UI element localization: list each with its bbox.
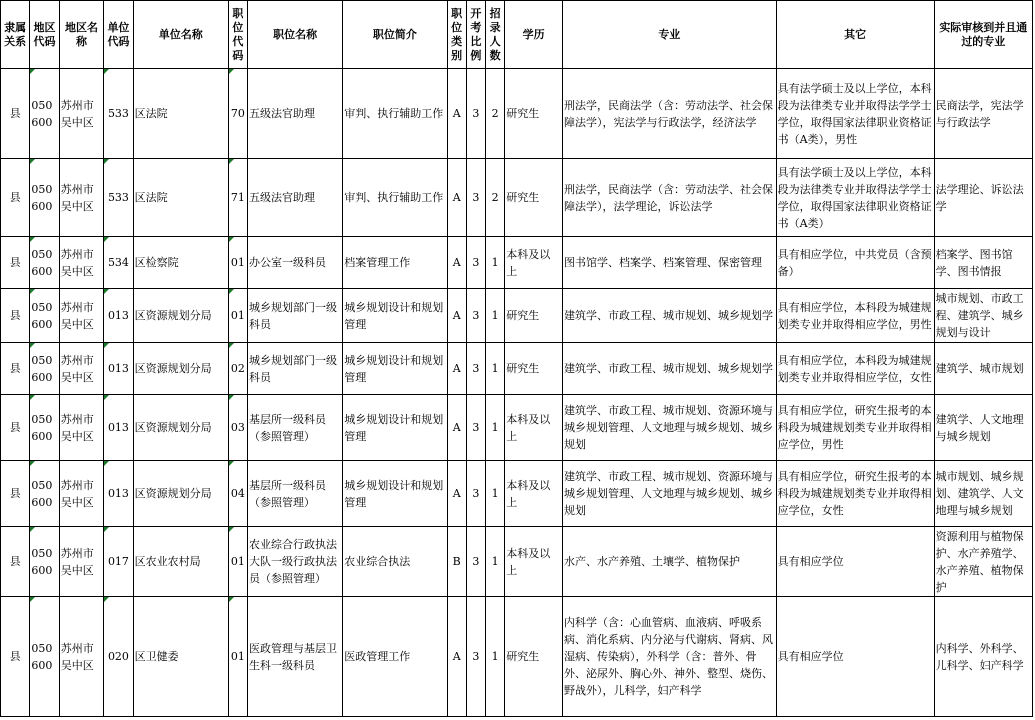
cell-relation: 县	[1, 69, 30, 159]
cell-area-code: 050600	[30, 237, 59, 289]
header-cell: 单位代码	[104, 1, 133, 69]
header-cell: 其它	[776, 1, 934, 69]
cell-education: 本科及以上	[505, 527, 563, 597]
cell-major: 建筑学、市政工程、城市规划、资源环境与城乡规划管理、人文地理与城乡规划、城乡规划	[562, 395, 776, 461]
cell-unit-code: 013	[104, 461, 133, 527]
cell-unit-code: 013	[104, 395, 133, 461]
cell-major: 刑法学，民商法学（含：劳动法学、社会保障法学），法学理论，诉讼法学	[562, 159, 776, 237]
cell-unit-code: 017	[104, 527, 133, 597]
header-cell: 学历	[505, 1, 563, 69]
cell-position-code: 01	[228, 527, 247, 597]
cell-unit-name: 区资源规划分局	[133, 395, 228, 461]
cell-actual-major: 城市规划、市政工程、建筑学、城乡规划与设计	[934, 289, 1032, 343]
header-cell: 职位代码	[228, 1, 247, 69]
header-cell: 实际审核到并且通过的专业	[934, 1, 1032, 69]
cell-other: 具有相应学位	[776, 597, 934, 717]
cell-area-name: 苏州市吴中区	[59, 597, 104, 717]
cell-education: 研究生	[505, 597, 563, 717]
header-cell: 职位简介	[343, 1, 447, 69]
cell-unit-code: 533	[104, 159, 133, 237]
cell-education: 研究生	[505, 69, 563, 159]
cell-headcount: 1	[486, 597, 505, 717]
cell-other: 具有法学硕士及以上学位，本科段为法律类专业并取得法学学士学位，取得国家法律职业资格证书（A类）	[776, 159, 934, 237]
cell-headcount: 1	[486, 395, 505, 461]
cell-other: 具有相应学位	[776, 527, 934, 597]
cell-headcount: 1	[486, 527, 505, 597]
cell-ratio: 3	[466, 527, 485, 597]
table-row	[1, 237, 1033, 289]
cell-area-name: 苏州市吴中区	[59, 461, 104, 527]
cell-position-code: 01	[228, 597, 247, 717]
cell-other: 具有相应学位，本科段为城建规划类专业并取得相应学位，男性	[776, 289, 934, 343]
cell-other: 具有相应学位，本科段为城建规划类专业并取得相应学位，女性	[776, 343, 934, 395]
cell-position-desc: 审判、执行辅助工作	[343, 69, 447, 159]
cell-major: 内科学（含：心血管病、血液病、呼吸系病、消化系病、内分泌与代谢病、肾病、风湿病、传染病），外科学（含：普外、骨外、泌尿外、胸心外、神外、整型、烧伤、野战外），儿科学，妇产科学	[562, 597, 776, 717]
table-row	[1, 461, 1033, 527]
cell-area-name: 苏州市吴中区	[59, 69, 104, 159]
cell-actual-major: 建筑学、城市规划	[934, 343, 1032, 395]
cell-relation: 县	[1, 527, 30, 597]
table-row	[1, 69, 1033, 159]
cell-education: 本科及以上	[505, 395, 563, 461]
cell-relation: 县	[1, 343, 30, 395]
cell-ratio: 3	[466, 289, 485, 343]
cell-area-name: 苏州市吴中区	[59, 159, 104, 237]
header-cell: 地区名称	[59, 1, 104, 69]
cell-area-name: 苏州市吴中区	[59, 289, 104, 343]
cell-category: A	[447, 159, 466, 237]
table-row	[1, 527, 1033, 597]
cell-position-code: 01	[228, 289, 247, 343]
cell-major: 刑法学，民商法学（含：劳动法学、社会保障法学），宪法学与行政法学，经济法学	[562, 69, 776, 159]
cell-actual-major: 资源利用与植物保护、水产养殖学、水产养殖、植物保护	[934, 527, 1032, 597]
header-cell: 地区代码	[30, 1, 59, 69]
cell-unit-name: 区卫健委	[133, 597, 228, 717]
cell-position-code: 02	[228, 343, 247, 395]
cell-other: 具有法学硕士及以上学位，本科段为法律类专业并取得法学学士学位，取得国家法律职业资格证书（A类），男性	[776, 69, 934, 159]
cell-position-name: 基层所一级科员（参照管理）	[248, 461, 343, 527]
cell-area-code: 050600	[30, 395, 59, 461]
cell-area-code: 050600	[30, 597, 59, 717]
cell-position-code: 03	[228, 395, 247, 461]
cell-unit-name: 区法院	[133, 69, 228, 159]
cell-unit-code: 534	[104, 237, 133, 289]
cell-headcount: 1	[486, 343, 505, 395]
cell-ratio: 3	[466, 159, 485, 237]
cell-position-desc: 医政管理工作	[343, 597, 447, 717]
cell-area-name: 苏州市吴中区	[59, 395, 104, 461]
cell-position-name: 五级法官助理	[248, 159, 343, 237]
cell-position-desc: 审判、执行辅助工作	[343, 159, 447, 237]
cell-unit-code: 020	[104, 597, 133, 717]
cell-education: 本科及以上	[505, 237, 563, 289]
cell-category: B	[447, 527, 466, 597]
cell-position-name: 城乡规划部门一级科员	[248, 289, 343, 343]
header-cell: 招录人数	[486, 1, 505, 69]
cell-headcount: 1	[486, 461, 505, 527]
cell-category: A	[447, 237, 466, 289]
cell-ratio: 3	[466, 597, 485, 717]
cell-ratio: 3	[466, 343, 485, 395]
cell-other: 具有相应学位，研究生报考的本科段为城建规划类专业并取得相应学位，男性	[776, 395, 934, 461]
cell-position-name: 办公室一级科员	[248, 237, 343, 289]
cell-area-code: 050600	[30, 343, 59, 395]
cell-relation: 县	[1, 289, 30, 343]
cell-headcount: 1	[486, 289, 505, 343]
cell-unit-name: 区法院	[133, 159, 228, 237]
cell-unit-name: 区资源规划分局	[133, 289, 228, 343]
cell-actual-major: 民商法学，宪法学与行政法学	[934, 69, 1032, 159]
cell-position-code: 70	[228, 69, 247, 159]
table-row	[1, 159, 1033, 237]
cell-position-name: 农业综合行政执法大队一级行政执法员（参照管理）	[248, 527, 343, 597]
cell-ratio: 3	[466, 69, 485, 159]
cell-unit-name: 区检察院	[133, 237, 228, 289]
header-row	[1, 1, 1033, 69]
header-cell: 隶属关系	[1, 1, 30, 69]
cell-position-desc: 档案管理工作	[343, 237, 447, 289]
table-row	[1, 289, 1033, 343]
cell-area-name: 苏州市吴中区	[59, 343, 104, 395]
cell-area-code: 050600	[30, 159, 59, 237]
cell-position-code: 01	[228, 237, 247, 289]
cell-category: A	[447, 461, 466, 527]
cell-relation: 县	[1, 597, 30, 717]
cell-position-code: 71	[228, 159, 247, 237]
cell-position-desc: 城乡规划设计和规划管理	[343, 343, 447, 395]
cell-unit-code: 013	[104, 289, 133, 343]
cell-position-name: 五级法官助理	[248, 69, 343, 159]
cell-education: 本科及以上	[505, 461, 563, 527]
cell-relation: 县	[1, 395, 30, 461]
cell-area-code: 050600	[30, 69, 59, 159]
cell-actual-major: 城市规划、城乡规划、建筑学、人文地理与城乡规划	[934, 461, 1032, 527]
cell-position-code: 04	[228, 461, 247, 527]
cell-ratio: 3	[466, 237, 485, 289]
cell-other: 具有相应学位，研究生报考的本科段为城建规划类专业并取得相应学位，女性	[776, 461, 934, 527]
cell-position-desc: 城乡规划设计和规划管理	[343, 395, 447, 461]
cell-position-desc: 城乡规划设计和规划管理	[343, 289, 447, 343]
header-cell: 专业	[562, 1, 776, 69]
cell-unit-name: 区资源规划分局	[133, 343, 228, 395]
cell-unit-code: 013	[104, 343, 133, 395]
cell-category: A	[447, 597, 466, 717]
cell-actual-major: 档案学、图书馆学、图书情报	[934, 237, 1032, 289]
header-cell: 职位名称	[248, 1, 343, 69]
cell-position-name: 城乡规划部门一级科员	[248, 343, 343, 395]
cell-area-name: 苏州市吴中区	[59, 237, 104, 289]
cell-actual-major: 法学理论、诉讼法学	[934, 159, 1032, 237]
cell-category: A	[447, 69, 466, 159]
cell-major: 水产、水产养殖、土壤学、植物保护	[562, 527, 776, 597]
header-cell: 开考比例	[466, 1, 485, 69]
cell-unit-code: 533	[104, 69, 133, 159]
cell-category: A	[447, 395, 466, 461]
table-row	[1, 343, 1033, 395]
cell-major: 图书馆学、档案学、档案管理、保密管理	[562, 237, 776, 289]
cell-headcount: 2	[486, 159, 505, 237]
cell-relation: 县	[1, 159, 30, 237]
cell-headcount: 1	[486, 237, 505, 289]
cell-education: 研究生	[505, 159, 563, 237]
cell-relation: 县	[1, 237, 30, 289]
cell-unit-name: 区农业农村局	[133, 527, 228, 597]
cell-major: 建筑学、市政工程、城市规划、城乡规划学	[562, 343, 776, 395]
cell-education: 研究生	[505, 343, 563, 395]
cell-category: A	[447, 343, 466, 395]
table-row	[1, 597, 1033, 717]
cell-position-name: 医政管理与基层卫生科一级科员	[248, 597, 343, 717]
cell-headcount: 2	[486, 69, 505, 159]
cell-position-name: 基层所一级科员（参照管理）	[248, 395, 343, 461]
cell-education: 研究生	[505, 289, 563, 343]
table-row	[1, 395, 1033, 461]
cell-other: 具有相应学位，中共党员（含预备）	[776, 237, 934, 289]
cell-unit-name: 区资源规划分局	[133, 461, 228, 527]
header-cell: 单位名称	[133, 1, 228, 69]
cell-position-desc: 农业综合执法	[343, 527, 447, 597]
cell-area-code: 050600	[30, 289, 59, 343]
cell-ratio: 3	[466, 395, 485, 461]
cell-actual-major: 建筑学、人文地理与城乡规划	[934, 395, 1032, 461]
cell-major: 建筑学、市政工程、城市规划、资源环境与城乡规划管理、人文地理与城乡规划、城乡规划	[562, 461, 776, 527]
cell-category: A	[447, 289, 466, 343]
cell-area-name: 苏州市吴中区	[59, 527, 104, 597]
cell-area-code: 050600	[30, 461, 59, 527]
cell-major: 建筑学、市政工程、城市规划、城乡规划学	[562, 289, 776, 343]
cell-actual-major: 内科学、外科学、儿科学、妇产科学	[934, 597, 1032, 717]
cell-relation: 县	[1, 461, 30, 527]
cell-position-desc: 城乡规划设计和规划管理	[343, 461, 447, 527]
cell-area-code: 050600	[30, 527, 59, 597]
cell-ratio: 3	[466, 461, 485, 527]
header-cell: 职位类别	[447, 1, 466, 69]
